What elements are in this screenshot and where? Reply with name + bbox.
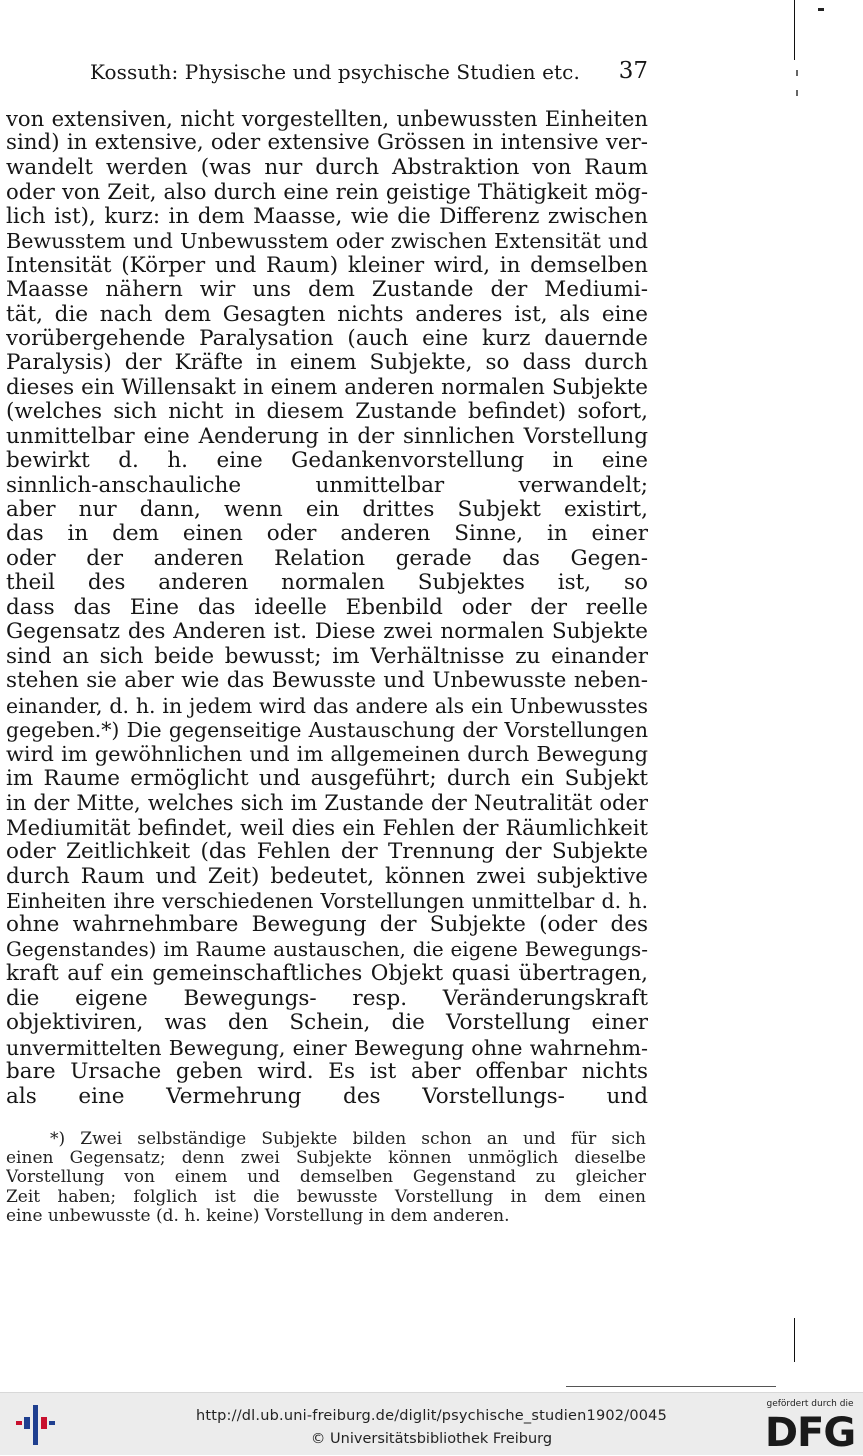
text-line: Paralysis) der Kräfte in einem Subjekte, so dass durch: [6, 351, 648, 376]
running-title: Kossuth: Physische und psychische Studien etc.: [90, 60, 580, 84]
text-line: bare Ursache geben wird. Es ist aber offenbar nichts: [6, 1060, 648, 1085]
main-text: [6, 107, 648, 1109]
copyright-notice: © Universitätsbibliothek Freiburg: [310, 1431, 553, 1447]
text-line: unmittelbar eine Aenderung in der sinnlichen Vorstellung: [6, 424, 648, 449]
text-line: wandelt werden (was nur durch Abstraktion von Raum: [6, 155, 648, 180]
text-line: im Raume ermöglicht und ausgeführt; durch ein Subjekt: [6, 766, 648, 791]
text-line: sinnlich-anschauliche unmittelbar verwandelt;: [6, 473, 648, 498]
text-line: Maasse nähern wir uns dem Zustande der Mediumi-: [6, 278, 648, 303]
text-line: in der Mitte, welches sich im Zustande der Neutralität oder: [6, 791, 648, 816]
text-line: tät, die nach dem Gesagten nichts anderes ist, als eine: [6, 302, 648, 327]
text-line: ohne wahrnehmbare Bewegung der Subjekte (oder des: [6, 913, 648, 938]
text-line: wird im gewöhnlichen und im allgemeinen durch Bewegung: [6, 742, 648, 767]
text-line: theil des anderen normalen Subjektes ist, so: [6, 571, 648, 596]
text-line: objektiviren, was den Schein, die Vorstellung einer: [6, 1011, 648, 1036]
scan-mark: [818, 8, 824, 11]
text-line: oder von Zeit, also durch eine rein geistige Thätigkeit mög-: [6, 180, 648, 205]
text-line: kraft auf ein gemeinschaftliches Objekt quasi übertragen,: [6, 962, 648, 987]
scan-tick: [796, 70, 798, 76]
text-line: oder der anderen Relation gerade das Gegen-: [6, 546, 648, 571]
text-line: aber nur dann, wenn ein drittes Subjekt existirt,: [6, 498, 648, 522]
dfg-logo-text: DFG: [764, 1410, 856, 1456]
text-line: dass das Eine das ideelle Ebenbild oder der reelle: [6, 595, 648, 620]
text-line: die eigene Bewegungs- resp. Veränderungskraft: [6, 986, 648, 1011]
text-line: bewirkt d. h. eine Gedankenvorstellung in eine: [6, 449, 648, 474]
dfg-logo: [762, 1399, 858, 1456]
text-line: einander, d. h. in jedem wird das andere als ein Unbewusstes: [6, 693, 648, 718]
text-line: sind an sich beide bewusst; im Verhältnisse zu einander: [6, 644, 648, 669]
funder-caption: gefördert durch die: [766, 1399, 854, 1409]
footnote: [6, 1130, 646, 1226]
text-line: Mediumität befindet, weil dies ein Fehlen der Räumlichkeit: [6, 815, 648, 840]
text-line: Bewusstem und Unbewusstem oder zwischen Extensität und: [6, 229, 648, 254]
scan-margin-line-bottom: [794, 1318, 795, 1362]
text-line: unvermittelten Bewegung, einer Bewegung ohne wahrnehm-: [6, 1035, 648, 1060]
footnote-line: einen Gegensatz; denn zwei Subjekte können unmöglich dieselbe: [6, 1149, 646, 1169]
text-line: sind) in extensive, oder extensive Grössen in intensive ver-: [6, 131, 648, 156]
text-line: Einheiten ihre verschiedenen Vorstellungen unmittelbar d. h.: [6, 889, 648, 913]
footnote-line: *) Zwei selbständige Subjekte bilden schon an und für sich: [50, 1130, 646, 1149]
footnote-line: Vorstellung von einem und demselben Gegenstand zu gleicher: [6, 1168, 646, 1188]
bottom-rule: [566, 1386, 776, 1387]
text-line: das in dem einen oder anderen Sinne, in einer: [6, 522, 648, 547]
text-line: lich ist), kurz: in dem Maasse, wie die Differenz zwischen: [6, 204, 648, 229]
scan-tick: [796, 90, 798, 96]
text-line: dieses ein Willensakt in einem anderen normalen Subjekte: [6, 375, 648, 400]
text-line: von extensiven, nicht vorgestellten, unbewussten Einheiten: [6, 107, 648, 131]
permalink-url[interactable]: http://dl.ub.uni-freiburg.de/diglit/psychische_studien1902/0045: [195, 1408, 668, 1424]
text-line: vorübergehende Paralysation (auch eine kurz dauernde: [6, 326, 648, 351]
text-line: Intensität (Körper und Raum) kleiner wird, in demselben: [6, 253, 648, 278]
scan-margin-line-top: [794, 0, 795, 60]
text-line: stehen sie aber wie das Bewusste und Unbewusste neben-: [6, 669, 648, 694]
text-line: Gegenstandes) im Raume austauschen, die eigene Bewegungs-: [6, 937, 648, 961]
viewer-footer: [0, 1392, 863, 1455]
text-line: als eine Vermehrung des Vorstellungs- und: [6, 1084, 648, 1109]
text-line: oder Zeitlichkeit (das Fehlen der Trennung der Subjekte: [6, 840, 648, 865]
footnote-line: eine unbewusste (d. h. keine) Vorstellung in dem anderen.: [6, 1206, 510, 1226]
page-number: 37: [618, 58, 648, 84]
text-line: durch Raum und Zeit) bedeutet, können zwei subjektive: [6, 864, 648, 889]
text-line: gegeben.*) Die gegenseitige Austauschung der Vorstellungen: [6, 717, 648, 742]
footnote-line: Zeit haben; folglich ist die bewusste Vorstellung in dem einen: [6, 1187, 646, 1207]
running-header: [90, 58, 648, 88]
text-line: Gegensatz des Anderen ist. Diese zwei normalen Subjekte: [6, 620, 648, 645]
text-line: (welches sich nicht in diesem Zustande befindet) sofort,: [6, 400, 648, 425]
